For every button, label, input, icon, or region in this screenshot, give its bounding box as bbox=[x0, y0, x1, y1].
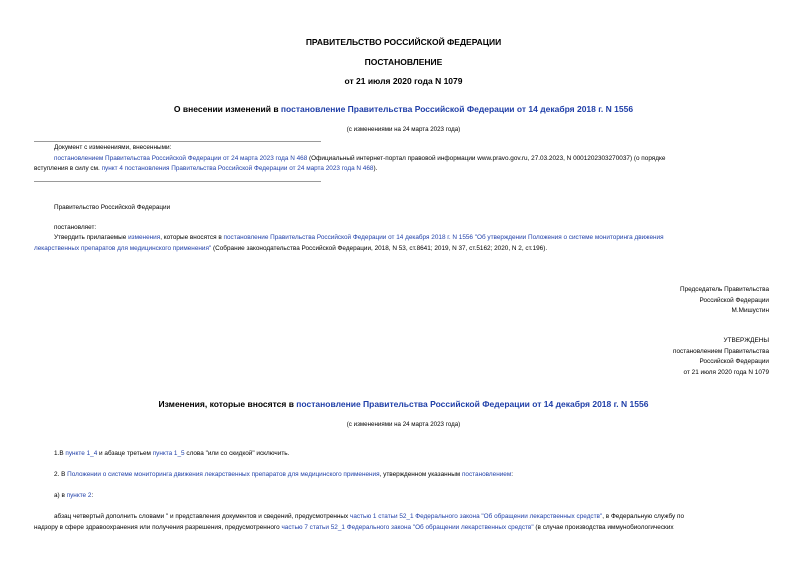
approval-date: от 21 июля 2020 года N 1079 bbox=[683, 368, 769, 376]
item-1-link-2[interactable]: пункта 1_5 bbox=[152, 450, 185, 457]
doc-title-prefix: О внесении изменений в bbox=[173, 104, 281, 114]
doc-date: от 21 июля 2020 года N 1079 bbox=[344, 76, 463, 86]
item-a-link[interactable]: пункте 2 bbox=[66, 492, 92, 499]
item-a bbox=[54, 491, 93, 502]
item-a-line-2 bbox=[34, 523, 774, 534]
amending-act-link[interactable]: постановлением Правительства Российской Федерации от 24 марта 2023 года N 468 bbox=[54, 154, 308, 162]
item-2-text-a: 2. В bbox=[54, 471, 68, 478]
signature-org: Российской Федерации bbox=[699, 296, 769, 304]
amended-note: (с изменениями на 24 марта 2023 года) bbox=[346, 126, 461, 133]
p1-text-a: Утвердить прилагаемые bbox=[54, 234, 129, 241]
amended-note-2: (с изменениями на 24 марта 2023 года) bbox=[346, 421, 461, 428]
changes-heading-link[interactable]: постановление Правительства Российской Федерации от 14 декабря 2018 г. N 1556 bbox=[296, 399, 649, 409]
org-heading: ПРАВИТЕЛЬСТВО РОССИЙСКОЙ ФЕДЕРАЦИИ bbox=[305, 37, 502, 47]
changes-heading-prefix: Изменения, которые вносятся в bbox=[158, 399, 297, 409]
changes-box bbox=[34, 143, 774, 175]
item-1-text-c: слова "или со скидкой" исключить. bbox=[184, 450, 290, 457]
item-a-text-a: а) в bbox=[54, 492, 67, 499]
last2-text-a: надзору в сфере здравоохранения или получения разрешения, предусмотренного bbox=[34, 523, 282, 531]
signature-block bbox=[569, 285, 769, 317]
changes-link[interactable]: изменения bbox=[128, 234, 161, 241]
doctype-heading: ПОСТАНОВЛЕНИЕ bbox=[364, 57, 443, 67]
item-1-text-b: и абзаце третьем bbox=[97, 450, 153, 457]
item-a-line-1 bbox=[34, 512, 774, 523]
doc-title-link[interactable]: постановление Правительства Российской Федерации от 14 декабря 2018 г. N 1556 bbox=[280, 104, 634, 114]
signature-title: Председатель Правительства bbox=[680, 286, 769, 293]
changes-text-3: ). bbox=[373, 165, 378, 172]
changes-text-1: (Официальный интернет-портал правовой информации www.pravo.gov.ru, 27.03.2023, N 0001202303270037) (о порядке bbox=[307, 154, 666, 162]
item-1 bbox=[54, 449, 289, 460]
resolution-line-1 bbox=[34, 233, 774, 244]
approval-org: Российской Федерации bbox=[699, 358, 769, 365]
entry-into-force-link[interactable]: пункт 4 постановления Правительства Российской Федерации от 24 марта 2023 года N 468 bbox=[101, 165, 374, 172]
item-2-link-2[interactable]: постановлением bbox=[461, 471, 512, 478]
divider-top bbox=[34, 141, 321, 142]
item-2 bbox=[54, 470, 513, 481]
article-52-1-part-7-link[interactable]: частью 7 статьи 52_1 Федерального закона "Об обращении лекарственных средств" bbox=[281, 523, 534, 531]
item-2-link-1[interactable]: Положении о системе мониторинга движения лекарственных препаратов для медицинского применения bbox=[67, 471, 380, 478]
changes-label: Документ с изменениями, внесенными: bbox=[54, 144, 172, 151]
changes-line-1 bbox=[54, 154, 774, 165]
approval-block bbox=[569, 336, 769, 378]
government-line: Правительство Российской Федерации bbox=[54, 204, 171, 211]
item-1-text-a: 1.В bbox=[54, 450, 66, 457]
last-text-a: абзац четвертый дополнить словами " и представления документов и сведений, предусмотренных bbox=[54, 513, 351, 520]
item-1-link-1[interactable]: пункте 1_4 bbox=[65, 450, 98, 457]
resolution-paragraph bbox=[34, 233, 774, 254]
resolution-1556-link[interactable]: постановление Правительства Российской Федерации от 14 декабря 2018 г. N 1556 "Об утверждении Положения о системе мониторинга движения bbox=[223, 234, 664, 241]
last2-text-b: (в случае производства иммунобиологических bbox=[533, 523, 674, 531]
changes-text-2: вступления в силу см. bbox=[34, 165, 102, 172]
item-2-text-c: : bbox=[511, 471, 514, 478]
article-52-1-part-1-link[interactable]: частью 1 статьи 52_1 Федерального закона "Об обращении лекарственных средств" bbox=[350, 513, 603, 520]
divider-bottom bbox=[34, 181, 321, 182]
resolution-line-2 bbox=[34, 244, 774, 255]
item-2-text-b: , утвержденном указанным bbox=[379, 471, 462, 478]
last-text-b: , в Федеральную службу по bbox=[602, 513, 684, 520]
approval-by: постановлением Правительства bbox=[673, 347, 769, 355]
doc-title bbox=[0, 104, 807, 114]
changes-line-2 bbox=[34, 164, 774, 175]
p1-text-b: , которые вносятся в bbox=[160, 234, 224, 241]
resolves-line: постановляет: bbox=[54, 224, 97, 231]
signature-name: М.Мишустин bbox=[731, 307, 769, 314]
approval-title: УТВЕРЖДЕНЫ bbox=[723, 337, 769, 344]
item-a-text-b: : bbox=[91, 492, 94, 499]
p1-text-c: (Собрание законодательства Российской Федерации, 2018, N 53, ст.8641; 2019, N 37, ст.5162; 2020, N 2, ст.196). bbox=[211, 244, 548, 252]
changes-heading bbox=[0, 399, 807, 409]
resolution-1556-link-cont[interactable]: лекарственных препаратов для медицинского применения" bbox=[34, 244, 212, 252]
item-a-paragraph bbox=[34, 512, 774, 533]
